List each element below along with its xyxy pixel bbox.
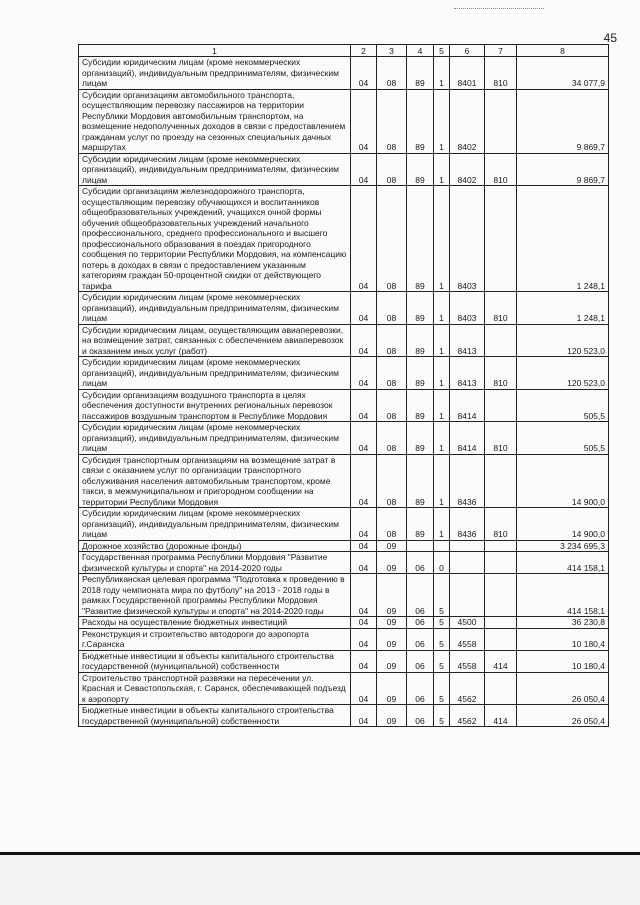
row-item-code: 4558 [450, 628, 485, 650]
row-subsection: 09 [377, 552, 407, 574]
row-name: Субсидии организациям воздушного транспорта в целях обеспечения доступности внутренних региональных перевозок пассажиров воздушным транспортом в Республике Мордовия [79, 389, 351, 422]
row-item-code: 8436 [450, 454, 485, 508]
row-subsection: 08 [377, 508, 407, 541]
column-header-1: 1 [79, 45, 351, 57]
row-amount: 505,5 [517, 422, 609, 455]
row-section: 04 [351, 454, 377, 508]
row-section: 04 [351, 186, 377, 292]
row-amount: 10 180,4 [517, 628, 609, 650]
row-name: Государственная программа Республики Мордовия "Развитие физической культуры и спорта" на 2014-2020 годы [79, 552, 351, 574]
row-expense-type [485, 628, 517, 650]
row-target-article: 06 [407, 552, 434, 574]
row-item-code: 8414 [450, 389, 485, 422]
row-name: Субсидии организациям автомобильного транспорта, осуществляющим перевозку пассажиров на территории Республики Мордовия автомобильным транспортом, на возмещение недополученных доходов в связи с предоставлением гражданам услуг по проезду на сезонных специальных дачных маршрутах [79, 89, 351, 153]
row-subsection: 09 [377, 617, 407, 629]
row-section: 04 [351, 89, 377, 153]
row-target-article: 89 [407, 186, 434, 292]
row-expense-type [485, 89, 517, 153]
row-amount: 26 050,4 [517, 705, 609, 727]
row-subsection: 08 [377, 324, 407, 357]
row-subsection: 09 [377, 540, 407, 552]
table-row [79, 672, 609, 705]
row-item-code: 8402 [450, 89, 485, 153]
row-amount: 1 248,1 [517, 186, 609, 292]
row-subprogram: 5 [434, 574, 450, 617]
row-expense-type [485, 552, 517, 574]
row-target-article: 89 [407, 57, 434, 90]
table-row [79, 422, 609, 455]
row-subprogram: 1 [434, 57, 450, 90]
row-target-article: 89 [407, 292, 434, 325]
row-section: 04 [351, 540, 377, 552]
row-target-article: 06 [407, 650, 434, 672]
row-subsection: 08 [377, 292, 407, 325]
row-amount: 34 077,9 [517, 57, 609, 90]
row-name: Субсидия транспортным организациям на возмещение затрат в связи с оказанием услуг по организации транспортного обслуживания населения автомобильным транспортом, кроме такси, в межмуниципальном и пригородном сообщении на территории Республики Мордовия [79, 454, 351, 508]
row-item-code: 8436 [450, 508, 485, 541]
row-subprogram: 5 [434, 705, 450, 727]
row-subsection: 08 [377, 454, 407, 508]
table-row [79, 454, 609, 508]
row-amount: 414 158,1 [517, 552, 609, 574]
row-name: Республиканская целевая программа "Подготовка к проведению в 2018 году чемпионата мира по футболу" на 2013 - 2018 годы в рамках Государственной программы Республики Мордовия "Развитие физической культуры и спорта" на 2014-2020 годы [79, 574, 351, 617]
row-item-code: 8414 [450, 422, 485, 455]
row-expense-type [485, 574, 517, 617]
row-name: Субсидии юридическим лицам (кроме некоммерческих организаций), индивидуальным предпринимателям, физическим лицам [79, 508, 351, 541]
column-header-6: 6 [450, 45, 485, 57]
table-row [79, 552, 609, 574]
page-number: 45 [603, 31, 617, 45]
table-row [79, 650, 609, 672]
row-subprogram: 1 [434, 153, 450, 186]
column-header-7: 7 [485, 45, 517, 57]
row-name: Дорожное хозяйство (дорожные фонды) [79, 540, 351, 552]
table-row [79, 628, 609, 650]
table-row [79, 153, 609, 186]
table-row [79, 617, 609, 629]
row-subprogram: 1 [434, 324, 450, 357]
scan-mark [454, 8, 544, 9]
row-subprogram: 1 [434, 389, 450, 422]
row-amount: 9 869,7 [517, 153, 609, 186]
header-row [79, 45, 609, 57]
row-target-article: 89 [407, 508, 434, 541]
row-expense-type: 810 [485, 508, 517, 541]
row-section: 04 [351, 357, 377, 390]
row-subsection: 09 [377, 650, 407, 672]
row-target-article: 06 [407, 672, 434, 705]
column-header-3: 3 [377, 45, 407, 57]
row-item-code: 8413 [450, 357, 485, 390]
row-item-code: 4562 [450, 672, 485, 705]
row-target-article: 89 [407, 153, 434, 186]
row-target-article: 89 [407, 389, 434, 422]
row-name: Субсидии юридическим лицам (кроме некоммерческих организаций), индивидуальным предпринимателям, физическим лицам [79, 153, 351, 186]
row-subsection: 08 [377, 57, 407, 90]
row-expense-type [485, 186, 517, 292]
row-item-code: 8402 [450, 153, 485, 186]
row-subsection: 08 [377, 389, 407, 422]
row-name: Бюджетные инвестиции в объекты капитального строительства государственной (муниципальной) собственности [79, 650, 351, 672]
row-target-article: 89 [407, 454, 434, 508]
row-subsection: 08 [377, 186, 407, 292]
row-amount: 9 869,7 [517, 89, 609, 153]
row-section: 04 [351, 650, 377, 672]
row-item-code: 8413 [450, 324, 485, 357]
row-expense-type: 810 [485, 57, 517, 90]
column-header-8: 8 [517, 45, 609, 57]
row-name: Расходы на осуществление бюджетных инвестиций [79, 617, 351, 629]
row-amount: 120 523,0 [517, 324, 609, 357]
row-expense-type [485, 454, 517, 508]
row-section: 04 [351, 552, 377, 574]
table-row [79, 292, 609, 325]
row-subprogram: 5 [434, 672, 450, 705]
row-amount: 120 523,0 [517, 357, 609, 390]
budget-table-container [78, 44, 608, 727]
row-expense-type [485, 672, 517, 705]
row-subprogram: 1 [434, 186, 450, 292]
row-section: 04 [351, 705, 377, 727]
row-subsection: 09 [377, 705, 407, 727]
row-name: Субсидии юридическим лицам (кроме некоммерческих организаций), индивидуальным предпринимателям, физическим лицам [79, 357, 351, 390]
row-target-article: 89 [407, 89, 434, 153]
table-row [79, 508, 609, 541]
row-amount: 26 050,4 [517, 672, 609, 705]
row-subsection: 08 [377, 153, 407, 186]
row-subprogram: 1 [434, 508, 450, 541]
row-subsection: 09 [377, 672, 407, 705]
table-row [79, 357, 609, 390]
row-target-article: 89 [407, 324, 434, 357]
row-amount: 1 248,1 [517, 292, 609, 325]
row-section: 04 [351, 672, 377, 705]
row-item-code: 8403 [450, 186, 485, 292]
row-subprogram: 1 [434, 292, 450, 325]
row-expense-type: 810 [485, 292, 517, 325]
row-expense-type: 810 [485, 357, 517, 390]
row-section: 04 [351, 628, 377, 650]
row-subsection: 09 [377, 628, 407, 650]
row-name: Субсидии организациям железнодорожного транспорта, осуществляющим перевозку обучающихся и воспитанников общеобразовательных учреждений, учащихся очной формы обучения общеобразовательных учреждений начального профессионального, среднего профессионального и высшего профессионального образования в поездах пригородного сообщения по территории Республики Мордовия, на компенсацию потерь в доходах в связи с предоставлением указанным категориям граждан 50-процентной скидки от действующего тарифа [79, 186, 351, 292]
row-subprogram: 0 [434, 552, 450, 574]
row-section: 04 [351, 324, 377, 357]
column-header-2: 2 [351, 45, 377, 57]
scan-bottom-margin [0, 855, 640, 905]
row-item-code: 4500 [450, 617, 485, 629]
row-item-code [450, 540, 485, 552]
row-subprogram: 5 [434, 650, 450, 672]
row-name: Бюджетные инвестиции в объекты капитального строительства государственной (муниципальной) собственности [79, 705, 351, 727]
table-row [79, 324, 609, 357]
row-section: 04 [351, 422, 377, 455]
row-subprogram: 1 [434, 454, 450, 508]
row-amount: 14 900,0 [517, 454, 609, 508]
row-target-article: 89 [407, 422, 434, 455]
row-name: Субсидии юридическим лицам (кроме некоммерческих организаций), индивидуальным предпринимателям, физическим лицам [79, 422, 351, 455]
row-subprogram [434, 540, 450, 552]
row-item-code: 4558 [450, 650, 485, 672]
row-expense-type [485, 389, 517, 422]
row-section: 04 [351, 617, 377, 629]
table-row [79, 57, 609, 90]
row-section: 04 [351, 508, 377, 541]
row-subprogram: 1 [434, 422, 450, 455]
row-section: 04 [351, 574, 377, 617]
row-expense-type: 414 [485, 705, 517, 727]
row-expense-type: 414 [485, 650, 517, 672]
row-subsection: 08 [377, 357, 407, 390]
table-row [79, 705, 609, 727]
row-amount: 36 230,8 [517, 617, 609, 629]
row-name: Реконструкция и строительство автодороги до аэропорта г.Саранска [79, 628, 351, 650]
column-header-4: 4 [407, 45, 434, 57]
row-amount: 10 180,4 [517, 650, 609, 672]
row-amount: 505,5 [517, 389, 609, 422]
row-target-article: 89 [407, 357, 434, 390]
row-item-code: 8403 [450, 292, 485, 325]
table-row [79, 186, 609, 292]
row-item-code [450, 552, 485, 574]
row-subprogram: 1 [434, 357, 450, 390]
row-subsection: 08 [377, 422, 407, 455]
budget-table [78, 44, 609, 727]
row-section: 04 [351, 57, 377, 90]
row-amount: 3 234 695,3 [517, 540, 609, 552]
row-name: Субсидии юридическим лицам, осуществляющим авиаперевозки, на возмещение затрат, связанных с обеспечением авиаперевозок и оказанием иных услуг (работ) [79, 324, 351, 357]
row-expense-type [485, 617, 517, 629]
row-subprogram: 1 [434, 89, 450, 153]
column-header-5: 5 [434, 45, 450, 57]
row-target-article: 06 [407, 574, 434, 617]
row-item-code: 4562 [450, 705, 485, 727]
table-header [79, 45, 609, 57]
row-target-article: 06 [407, 617, 434, 629]
row-expense-type: 810 [485, 422, 517, 455]
table-row [79, 89, 609, 153]
row-subsection: 08 [377, 89, 407, 153]
row-expense-type: 810 [485, 153, 517, 186]
table-body [79, 57, 609, 727]
row-subsection: 09 [377, 574, 407, 617]
table-row [79, 574, 609, 617]
row-target-article: 06 [407, 705, 434, 727]
row-name: Субсидии юридическим лицам (кроме некоммерческих организаций), индивидуальным предпринимателям, физическим лицам [79, 57, 351, 90]
row-section: 04 [351, 292, 377, 325]
row-section: 04 [351, 389, 377, 422]
table-row [79, 540, 609, 552]
table-row [79, 389, 609, 422]
row-name: Субсидии юридическим лицам (кроме некоммерческих организаций), индивидуальным предпринимателям, физическим лицам [79, 292, 351, 325]
row-amount: 14 900,0 [517, 508, 609, 541]
row-expense-type [485, 324, 517, 357]
row-section: 04 [351, 153, 377, 186]
row-item-code: 8401 [450, 57, 485, 90]
row-subprogram: 5 [434, 628, 450, 650]
row-target-article [407, 540, 434, 552]
row-item-code [450, 574, 485, 617]
row-expense-type [485, 540, 517, 552]
row-amount: 414 158,1 [517, 574, 609, 617]
row-target-article: 06 [407, 628, 434, 650]
row-name: Строительство транспортной развязки на пересечении ул. Красная и Севастопольская, г. Саранск, обеспечивающей подъезд к аэропорту [79, 672, 351, 705]
row-subprogram: 5 [434, 617, 450, 629]
